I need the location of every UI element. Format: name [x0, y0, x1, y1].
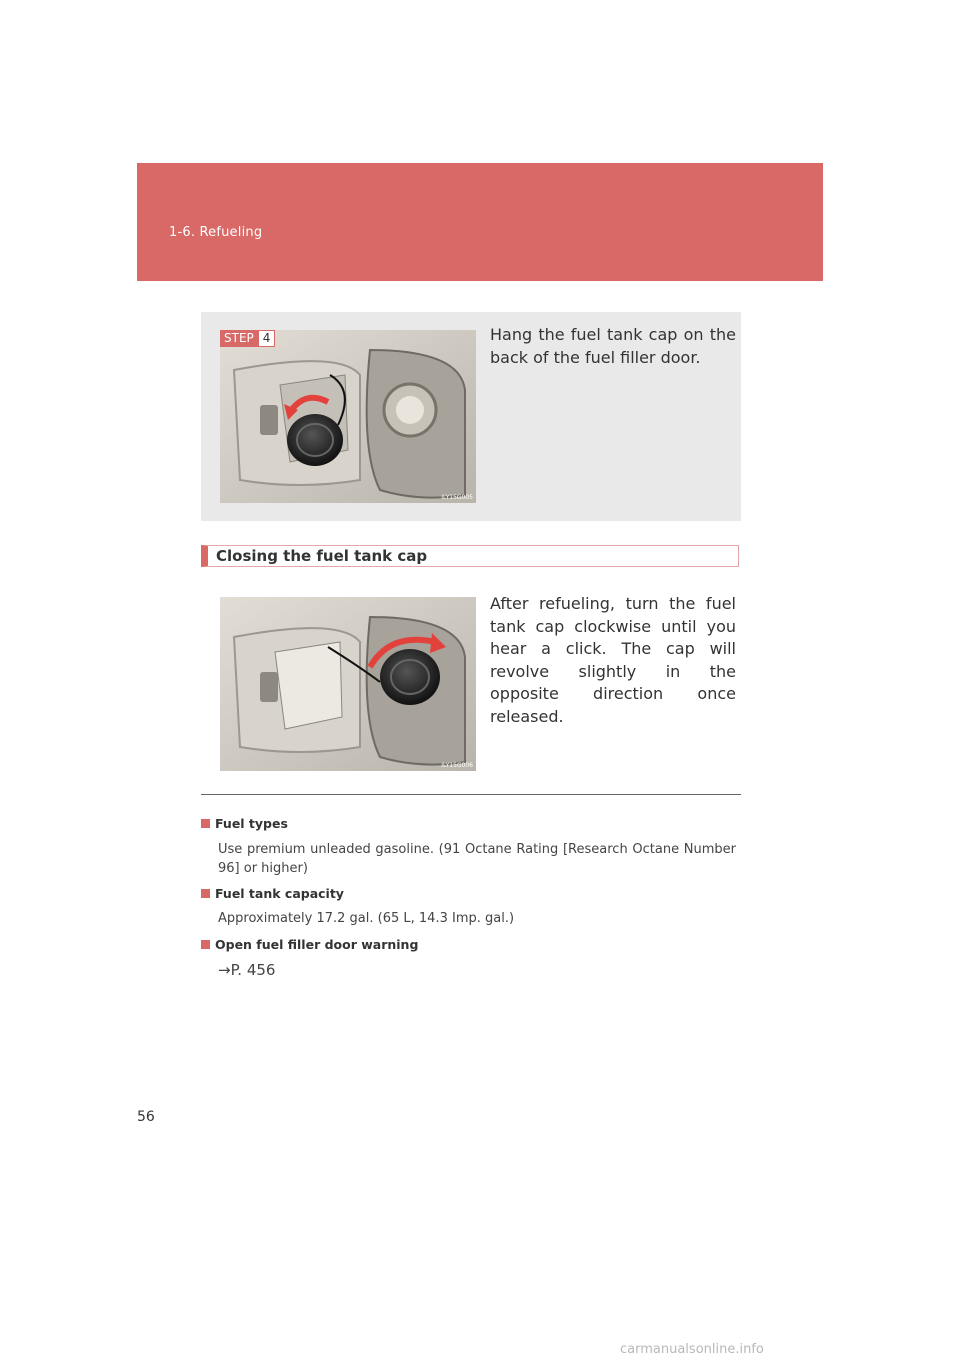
divider — [201, 794, 741, 795]
bullet-square-icon — [201, 819, 210, 828]
section-label: 1-6. Refueling — [169, 225, 263, 240]
header-band — [137, 163, 823, 281]
image-code: ILY15G005 — [441, 494, 473, 501]
note-text-fuel-types: Use premium unleaded gasoline. (91 Octane Rating [Research Octane Number 96] or higher) — [218, 842, 736, 876]
fuel-cap-hang-illustration — [220, 330, 476, 503]
page-reference-link[interactable]: →P. 456 — [218, 961, 276, 979]
watermark: carmanualsonline.info — [620, 1342, 764, 1357]
step-badge — [220, 330, 275, 347]
step-badge-number: 4 — [258, 330, 276, 347]
note-text-fuel-tank-capacity: Approximately 17.2 gal. (65 L, 14.3 Imp. gal.) — [218, 911, 515, 926]
closing-heading-bar — [201, 545, 739, 567]
step-badge-word: STEP — [220, 330, 258, 347]
fuel-cap-close-illustration — [220, 597, 476, 771]
bullet-square-icon — [201, 889, 210, 898]
page-number: 56 — [137, 1109, 155, 1125]
bullet-square-icon — [201, 940, 210, 949]
image-code: ILY15G006 — [441, 762, 473, 769]
closing-heading: Closing the fuel tank cap — [216, 547, 428, 565]
note-title-fuel-types: Fuel types — [201, 816, 288, 831]
note-title-filler-door-warning: Open fuel filler door warning — [201, 937, 418, 952]
closing-text: After refueling, turn the fuel tank cap clockwise until you hear a click. The cap will revolve slightly in the opposite direction once released. — [490, 594, 736, 726]
note-title-fuel-tank-capacity: Fuel tank capacity — [201, 886, 344, 901]
step-4-text: Hang the fuel tank cap on the back of the fuel filler door. — [490, 325, 736, 367]
